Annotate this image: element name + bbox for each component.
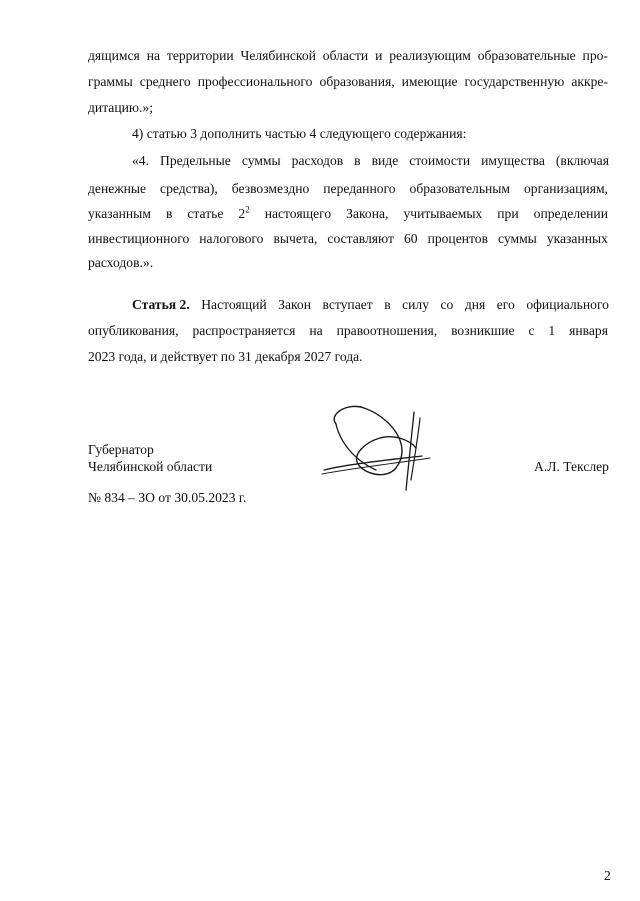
signatory-name: А.Л. Текслер (534, 459, 609, 474)
word: организациям, (524, 181, 608, 196)
word: составляют (327, 231, 394, 246)
quote-line (88, 206, 608, 222)
word: налогового (199, 231, 264, 246)
word: вступает (322, 297, 373, 312)
word: (включая (555, 153, 609, 168)
word: с (528, 323, 535, 338)
word: области (322, 48, 369, 63)
item-4-text: 4) статью 3 дополнить частью 4 следующего содержания: (132, 126, 467, 141)
article-2-label: Статья 2. (132, 297, 190, 312)
word: про- (582, 48, 608, 63)
word: виде (371, 153, 399, 168)
article-2-line (88, 323, 608, 339)
word: опубликования, (88, 323, 179, 338)
word: распространяется (192, 323, 296, 338)
word: граммы (88, 74, 133, 89)
word: государственную (464, 74, 565, 89)
word: силу (402, 297, 429, 312)
word: процентов (427, 231, 488, 246)
word: правоотношения, (336, 323, 438, 338)
word: возникшие (451, 323, 515, 338)
word: реализующим (389, 48, 471, 63)
word: аккре- (571, 74, 608, 89)
word: Закона, (346, 206, 389, 221)
word: 60 (403, 231, 418, 246)
article-2-line: 2023 года, и действует по 31 декабря 2027 года. (88, 349, 363, 364)
quote-line (132, 153, 609, 169)
paragraph-line (88, 48, 608, 64)
word: в (165, 206, 173, 221)
word: на (146, 48, 160, 63)
superscript: 2 (245, 204, 250, 215)
word: его (496, 297, 515, 312)
word: средства), (160, 181, 218, 196)
word: и (375, 48, 383, 63)
word: территории (166, 48, 234, 63)
handwritten-signature (318, 394, 438, 494)
word: Закон (278, 297, 312, 312)
word: среднего (139, 74, 191, 89)
signatory-region: Челябинской области (88, 459, 213, 474)
quote-line (88, 181, 608, 197)
word: «4. (132, 153, 149, 168)
word: дящимся (88, 48, 140, 63)
word: образовательным (409, 181, 511, 196)
word: указанных (546, 231, 608, 246)
word: образования, (319, 74, 395, 89)
page-number: 2 (604, 868, 611, 883)
word: стоимости (409, 153, 471, 168)
quote-line: расходов.». (88, 255, 154, 270)
paragraph-line (88, 74, 608, 90)
word: статье (187, 206, 224, 221)
word: официального (526, 297, 609, 312)
word: расходов (291, 153, 344, 168)
word: профессионального (197, 74, 313, 89)
word: 1 (548, 323, 556, 338)
word: безвозмездно (231, 181, 310, 196)
quote-line (88, 231, 608, 247)
word: в (384, 297, 391, 312)
word: указанным (88, 206, 151, 221)
law-number-date: № 834 – ЗО от 30.05.2023 г. (88, 490, 247, 505)
word: при (497, 206, 519, 221)
word: имущества (481, 153, 545, 168)
word: дня (464, 297, 486, 312)
word: переданного (323, 181, 396, 196)
word: со (440, 297, 454, 312)
word: Челябинской (240, 48, 316, 63)
word: вычета, (273, 231, 318, 246)
word: денежные (88, 181, 147, 196)
article-2-line (132, 297, 609, 313)
paragraph-line: дитацию.»; (88, 100, 154, 115)
word: инвестиционного (88, 231, 190, 246)
word: на (309, 323, 323, 338)
word: Настоящий (201, 297, 267, 312)
word-with-superscript (238, 206, 249, 222)
word: образовательные (477, 48, 576, 63)
word: суммы (498, 231, 537, 246)
signatory-title: Губернатор (88, 442, 154, 457)
word: учитываемых (403, 206, 483, 221)
word: определении (533, 206, 608, 221)
superscript-base: 2 (238, 206, 246, 221)
word: суммы (241, 153, 281, 168)
word: имеющие (401, 74, 458, 89)
word: настоящего (264, 206, 332, 221)
word: января (569, 323, 608, 338)
word: Предельные (160, 153, 231, 168)
word: в (354, 153, 361, 168)
